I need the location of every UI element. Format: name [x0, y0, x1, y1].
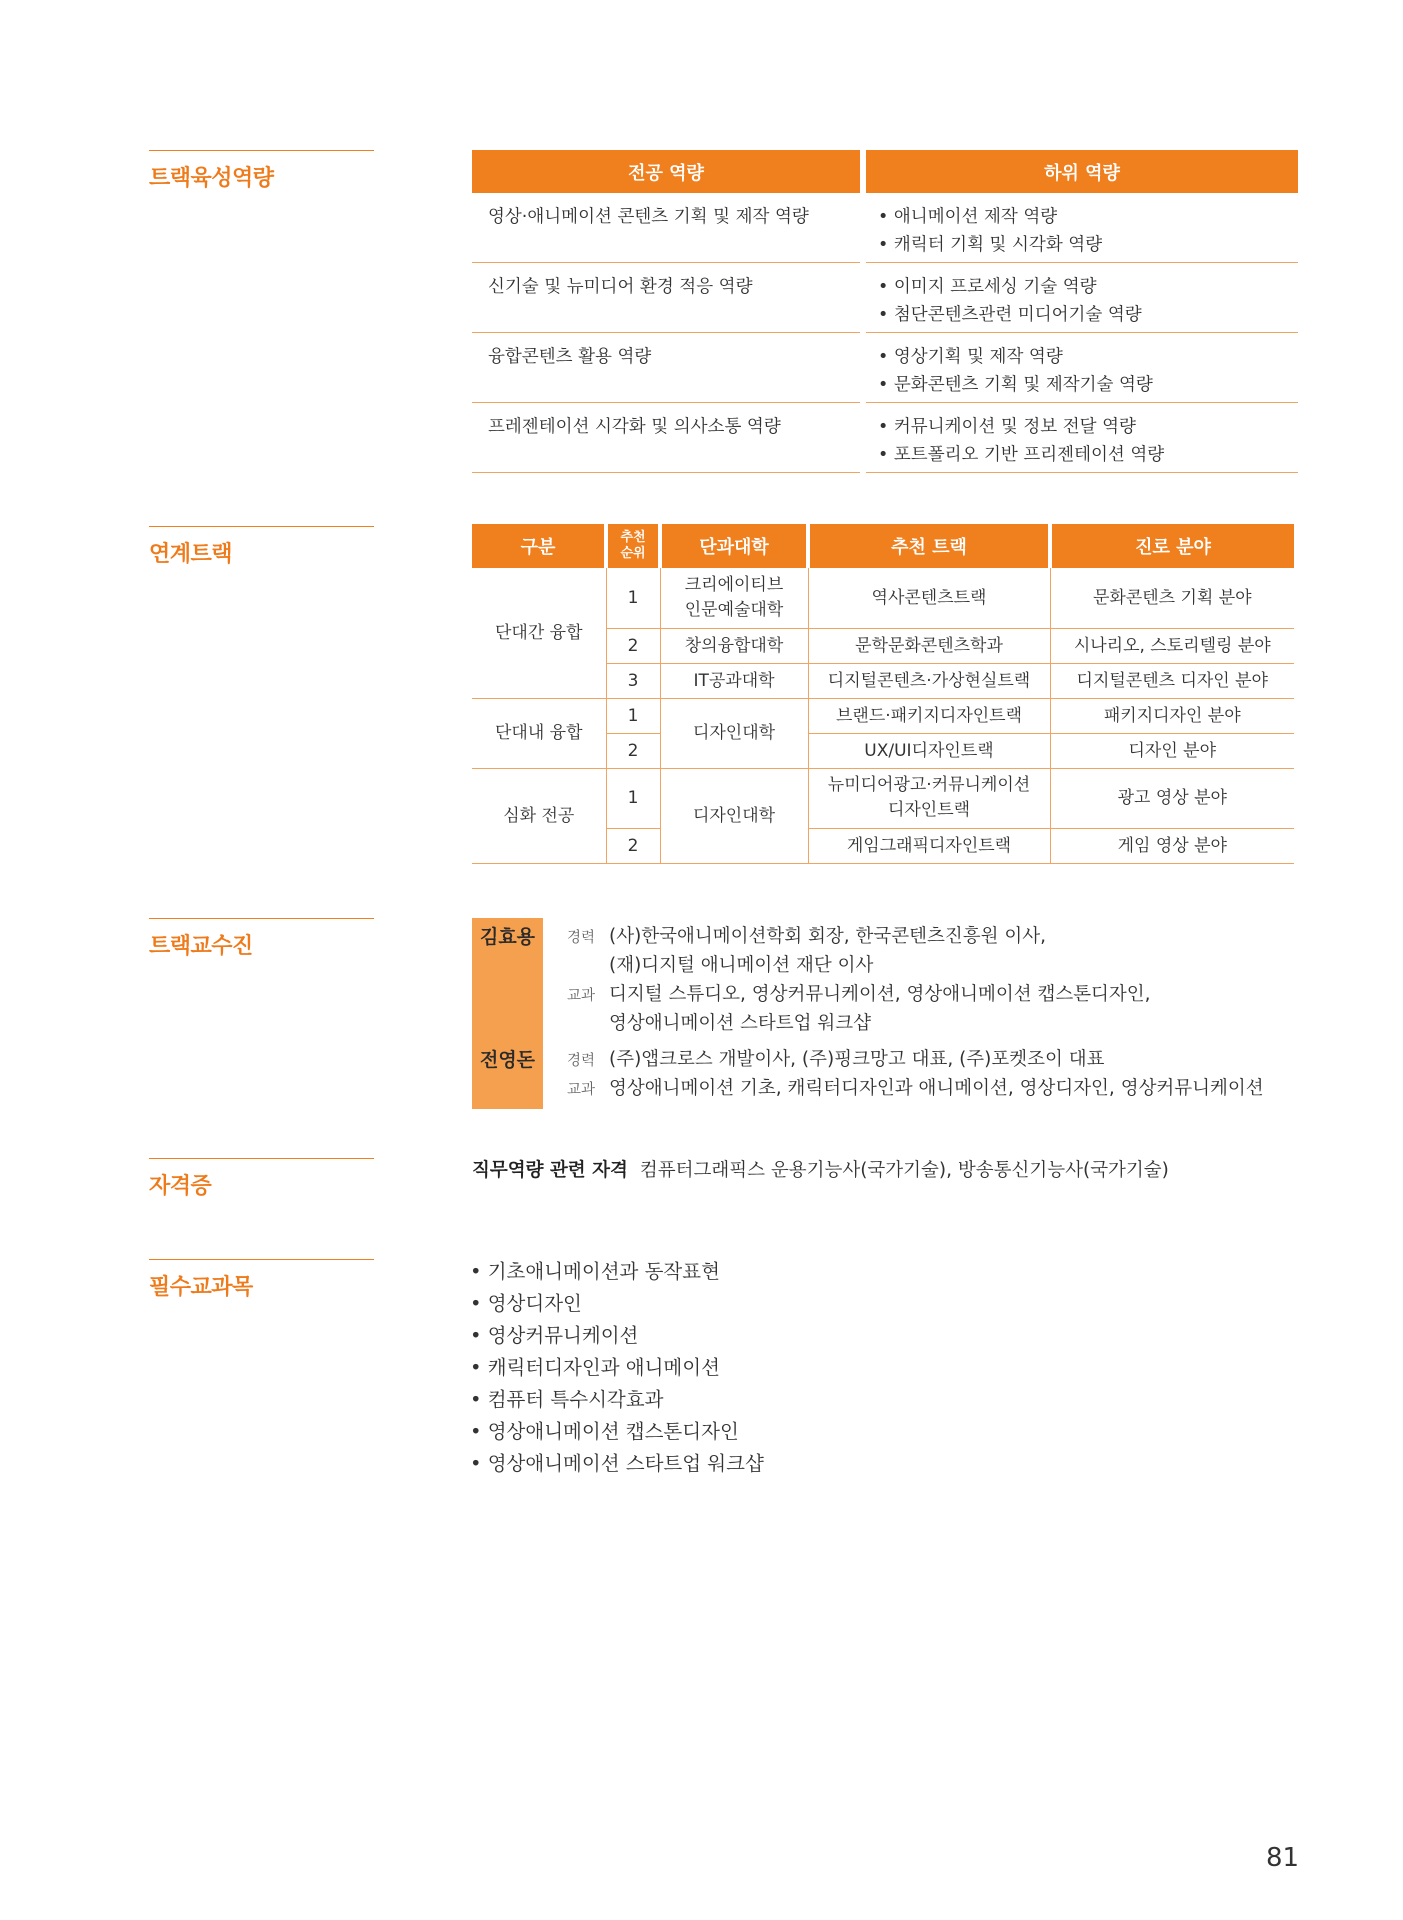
sub-competency-item: • 영상기획 및 제작 역량: [878, 343, 1298, 371]
header-major-competency: 전공 역량: [472, 150, 860, 193]
table-row: [472, 193, 1298, 263]
track-cell: 뉴미디어광고·커뮤니케이션 디자인트랙: [808, 768, 1050, 828]
sub-competency-item: • 캐릭터 기획 및 시각화 역량: [878, 231, 1298, 259]
college-cell: 크리에이티브 인문예술대학: [660, 568, 808, 628]
table-row: [472, 263, 1298, 333]
course-tag: 교과: [567, 1082, 596, 1098]
career-tag: 경력: [567, 1053, 596, 1069]
career-cell: 패키지디자인 분야: [1050, 698, 1294, 733]
sub-competency-cell: [866, 333, 1298, 403]
section-label-linked-track: 연계트랙: [149, 526, 374, 568]
rank-cell: 1: [606, 768, 660, 828]
table-row: [472, 568, 1294, 628]
header-college: 단과대학: [660, 524, 808, 568]
list-item: • 영상커뮤니케이션: [470, 1320, 764, 1352]
career-cell: 디지털콘텐츠 디자인 분야: [1050, 663, 1294, 698]
college-cell: IT공과대학: [660, 663, 808, 698]
list-item: • 기초애니메이션과 동작표현: [470, 1256, 764, 1288]
page-number: 81: [1266, 1843, 1300, 1873]
rank-cell: 2: [606, 733, 660, 768]
certificate-label: 직무역량 관련 자격: [472, 1160, 628, 1181]
sub-competency-cell: [866, 403, 1298, 473]
professor-career-line: [567, 1045, 1105, 1071]
course-text: 디지털 스튜디오, 영상커뮤니케이션, 영상애니메이션 캡스톤디자인,: [609, 984, 1151, 1005]
header-sub-competency: 하위 역량: [866, 150, 1298, 193]
certificate-line: [472, 1156, 1169, 1182]
college-cell: 디자인대학: [660, 698, 808, 768]
major-competency-cell: 융합콘텐츠 활용 역량: [472, 333, 860, 403]
list-item: • 영상디자인: [470, 1288, 764, 1320]
table-row: [472, 768, 1294, 828]
sub-competency-item: • 애니메이션 제작 역량: [878, 203, 1298, 231]
career-cell: 게임 영상 분야: [1050, 828, 1294, 863]
career-text: (재)디지털 애니메이션 재단 이사: [609, 955, 874, 976]
certificate-value: 컴퓨터그래픽스 운용기능사(국가기술), 방송통신기능사(국가기술): [639, 1160, 1169, 1181]
course-text: 영상애니메이션 스타트업 워크샵: [609, 1013, 871, 1034]
section-label-certificate: 자격증: [149, 1158, 374, 1200]
group-cell: 단대내 융합: [472, 698, 606, 768]
track-cell: 역사콘텐츠트랙: [808, 568, 1050, 628]
sub-competency-cell: [866, 263, 1298, 333]
college-cell: 디자인대학: [660, 768, 808, 863]
header-recommend-rank: 추천 순위: [606, 524, 660, 568]
career-cell: 문화콘텐츠 기획 분야: [1050, 568, 1294, 628]
rank-cell: 1: [606, 568, 660, 628]
career-cell: 광고 영상 분야: [1050, 768, 1294, 828]
major-competency-cell: 영상·애니메이션 콘텐츠 기획 및 제작 역량: [472, 193, 860, 263]
rank-cell: 1: [606, 698, 660, 733]
track-cell: 디지털콘텐츠·가상현실트랙: [808, 663, 1050, 698]
professor-name: 전영돈: [479, 1049, 536, 1071]
course-text: 영상애니메이션 기초, 캐릭터디자인과 애니메이션, 영상디자인, 영상커뮤니케이션: [609, 1078, 1264, 1099]
track-cell: 문학문화콘텐츠학과: [808, 628, 1050, 663]
sub-competency-item: • 커뮤니케이션 및 정보 전달 역량: [878, 413, 1298, 441]
sub-competency-item: • 문화콘텐츠 기획 및 제작기술 역량: [878, 371, 1298, 399]
sub-competency-item: • 이미지 프로세싱 기술 역량: [878, 273, 1298, 301]
career-text: (사)한국애니메이션학회 회장, 한국콘텐츠진흥원 이사,: [609, 926, 1047, 947]
career-cell: 디자인 분야: [1050, 733, 1294, 768]
sub-competency-cell: [866, 193, 1298, 263]
section-label-competency: 트랙육성역량: [149, 150, 374, 192]
competency-table-header: [472, 150, 1298, 193]
rank-cell: 3: [606, 663, 660, 698]
group-cell: 심화 전공: [472, 768, 606, 863]
rank-cell: 2: [606, 628, 660, 663]
header-career-field: 진로 분야: [1050, 524, 1294, 568]
track-cell: UX/UI디자인트랙: [808, 733, 1050, 768]
section-label-professors: 트랙교수진: [149, 918, 374, 960]
competency-table: [472, 150, 1298, 473]
professor-name: 김효용: [479, 926, 536, 948]
career-text: (주)앱크로스 개발이사, (주)핑크망고 대표, (주)포켓조이 대표: [609, 1049, 1105, 1070]
group-cell: 단대간 융합: [472, 568, 606, 698]
table-row: [472, 698, 1294, 733]
college-cell: 창의융합대학: [660, 628, 808, 663]
track-cell: 브랜드·패키지디자인트랙: [808, 698, 1050, 733]
table-row: [472, 403, 1298, 473]
major-competency-cell: 신기술 및 뉴미디어 환경 적응 역량: [472, 263, 860, 333]
rank-cell: 2: [606, 828, 660, 863]
required-course-list: [470, 1256, 764, 1480]
list-item: • 영상애니메이션 스타트업 워크샵: [470, 1448, 764, 1480]
professor-course-line: [567, 980, 1151, 1006]
sub-competency-item: • 포트폴리오 기반 프리젠테이션 역량: [878, 441, 1298, 469]
header-recommended-track: 추천 트랙: [808, 524, 1050, 568]
career-cell: 시나리오, 스토리텔링 분야: [1050, 628, 1294, 663]
professor-career-line: [567, 951, 873, 977]
track-table-header: [472, 524, 1294, 568]
major-competency-cell: 프레젠테이션 시각화 및 의사소통 역량: [472, 403, 860, 473]
professor-course-line: [567, 1074, 1264, 1100]
professor-course-line: [567, 1009, 871, 1035]
list-item: • 영상애니메이션 캡스톤디자인: [470, 1416, 764, 1448]
linked-track-table: [472, 524, 1294, 864]
section-label-required-courses: 필수교과목: [149, 1259, 374, 1301]
professor-career-line: [567, 922, 1046, 948]
course-tag: 교과: [567, 988, 596, 1004]
career-tag: 경력: [567, 930, 596, 946]
header-category: 구분: [472, 524, 606, 568]
table-row: [472, 333, 1298, 403]
list-item: • 캐릭터디자인과 애니메이션: [470, 1352, 764, 1384]
sub-competency-item: • 첨단콘텐츠관련 미디어기술 역량: [878, 301, 1298, 329]
track-cell: 게임그래픽디자인트랙: [808, 828, 1050, 863]
list-item: • 컴퓨터 특수시각효과: [470, 1384, 764, 1416]
